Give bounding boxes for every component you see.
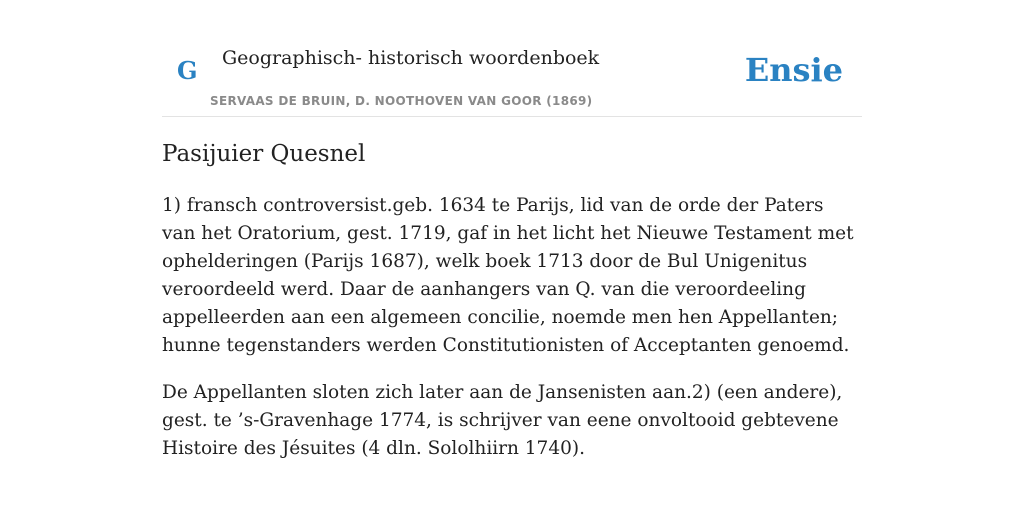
entry-article: [162, 138, 862, 482]
entry-title: Pasijuier Quesnel: [162, 141, 366, 167]
book-logo-icon[interactable]: G: [177, 56, 198, 85]
entry-paragraph: De Appellanten sloten zich later aan de Jansenisten aan.2) (een andere), gest. te ’s-Gravenhage 1774, is schrijver van eene onvoltooid gebtevene Histoire des Jésuites (4 dln. Sololhiirn 1740).: [162, 382, 843, 459]
book-title-link[interactable]: Geographisch- historisch woordenboek: [222, 47, 600, 69]
entry-paragraph: 1) fransch controversist.geb. 1634 te Parijs, lid van de orde der Paters van het Oratorium, gest. 1719, gaf in het licht het Nieuwe Testament met ophelderingen (Parijs 1687), welk boek 1713 door de Bul Unigenitus veroordeeld werd. Daar de aanhangers van Q. van die veroordeeling appelleerden aan een algemeen concilie, noemde men hen Appellanten; hunne tegenstanders werden Constitutionisten of Acceptanten genoemd.: [162, 195, 854, 356]
ensie-logo-link[interactable]: Ensie: [744, 51, 843, 89]
entry-body: [162, 192, 862, 463]
book-header: [162, 0, 862, 117]
book-author: SERVAAS DE BRUIN, D. NOOTHOVEN VAN GOOR (1869): [210, 94, 593, 108]
